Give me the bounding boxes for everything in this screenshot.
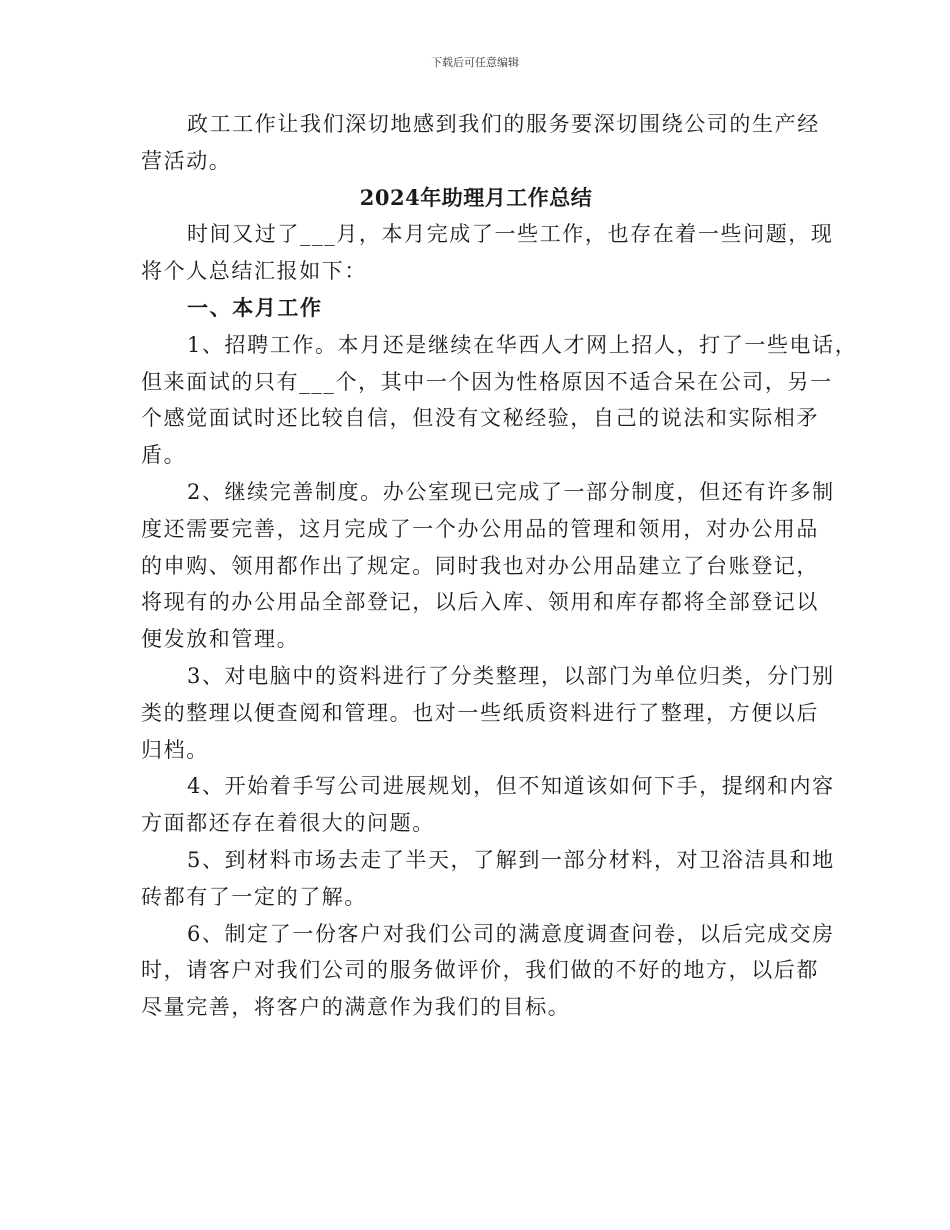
paragraph-line: 5、到材料市场去走了半天，了解到一部分材料，对卫浴洁具和地 xyxy=(187,847,835,872)
paragraph-line: 4、开始着手写公司进展规划，但不知道该如何下手，提纲和内容 xyxy=(187,774,835,799)
paragraph-line: 归档。 xyxy=(141,737,209,762)
paragraph-line: 便发放和管理。 xyxy=(141,627,300,652)
paragraph-line: 6、制定了一份客户对我们公司的满意度调查问卷，以后完成交房 xyxy=(187,921,835,946)
paragraph-line: 个感觉面试时还比较自信，但没有文秘经验，自己的说法和实际相矛 xyxy=(141,406,819,431)
paragraph-line: 3、对电脑中的资料进行了分类整理，以部门为单位归类，分门别 xyxy=(187,663,835,688)
paragraph-line: 将现有的办公用品全部登记，以后入库、领用和库存都将全部登记以 xyxy=(141,590,819,615)
page-header: 下载后可任意编辑 xyxy=(431,56,519,69)
paragraph-line: 时间又过了___月，本月完成了一些工作，也存在着一些问题，现 xyxy=(187,222,834,247)
paragraph-line: 时，请客户对我们公司的服务做评价，我们做的不好的地方，以后都 xyxy=(141,958,819,983)
paragraph-line: 2、继续完善制度。办公室现已完成了一部分制度，但还有许多制 xyxy=(187,479,835,504)
paragraph-line: 盾。 xyxy=(141,443,187,468)
document-title: 2024年助理月工作总结 xyxy=(359,184,593,210)
paragraph-line: 度还需要完善，这月完成了一个办公用品的管理和领用，对办公用品 xyxy=(141,516,819,541)
paragraph-line: 政工工作让我们深切地感到我们的服务要深切围绕公司的生产经 xyxy=(187,112,820,136)
paragraph-line: 营活动。 xyxy=(141,148,232,173)
document-body xyxy=(141,106,858,1026)
paragraph-line: 方面都还存在着很大的问题。 xyxy=(141,811,435,836)
paragraph-line: 但来面试的只有___个，其中一个因为性格原因不适合呆在公司，另一 xyxy=(141,369,833,394)
paragraph-line: 砖都有了一定的了解。 xyxy=(141,884,367,909)
paragraph-line: 将个人总结汇报如下： xyxy=(141,259,367,284)
paragraph-line: 1、招聘工作。本月还是继续在华西人才网上招人，打了一些电话， xyxy=(187,332,858,357)
paragraph-line: 尽量完善，将客户的满意作为我们的目标。 xyxy=(141,995,571,1020)
paragraph-line: 的申购、领用都作出了规定。同时我也对办公用品建立了台账登记， xyxy=(141,553,819,578)
section-heading: 一、本月工作 xyxy=(187,294,323,320)
paragraph-line: 类的整理以便查阅和管理。也对一些纸质资料进行了整理，方便以后 xyxy=(141,700,819,725)
